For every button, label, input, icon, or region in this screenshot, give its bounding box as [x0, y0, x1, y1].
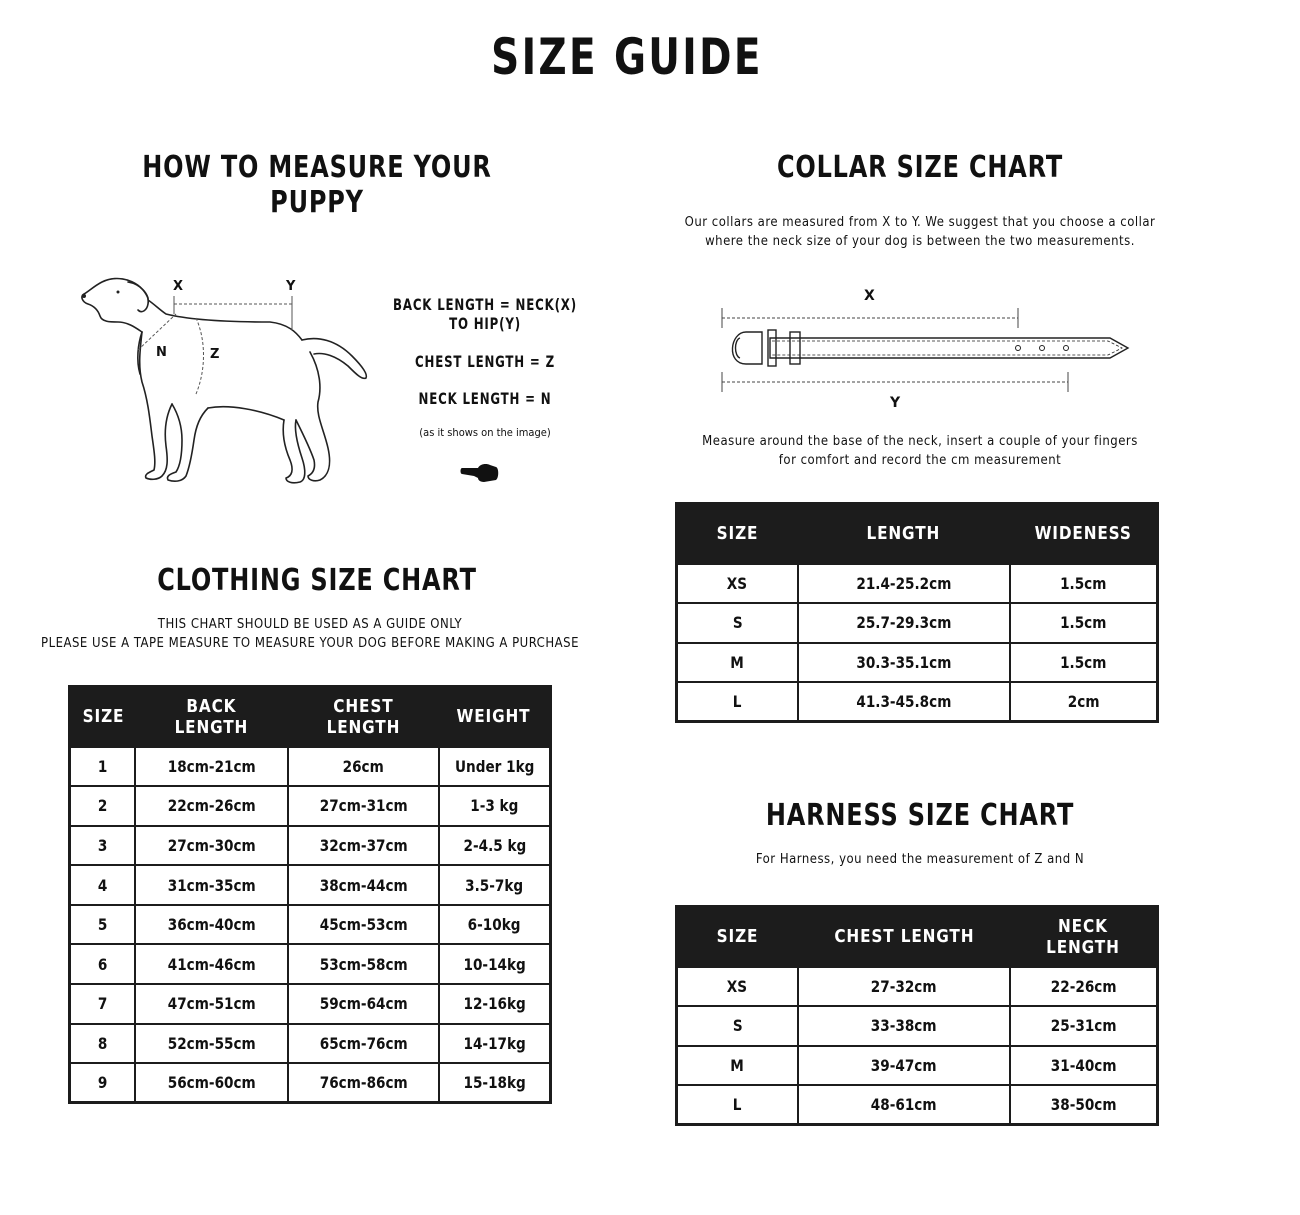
table-cell: 1.5cm [1010, 564, 1158, 604]
measure-heading: HOW TO MEASURE YOUR PUPPY [142, 150, 492, 220]
collar-intro [640, 213, 1200, 251]
table-cell: 25-31cm [1010, 1006, 1157, 1046]
collar-note [640, 432, 1200, 470]
table-cell: 38-50cm [1010, 1085, 1157, 1125]
table-cell: 4 [70, 865, 136, 905]
table-row [677, 643, 1158, 683]
table-row [70, 1063, 551, 1103]
table-cell: 1-3 kg [439, 786, 551, 826]
table-row [70, 826, 551, 866]
table-cell: 5 [70, 905, 136, 945]
table-cell: 7 [70, 984, 136, 1024]
collar-illustration [710, 282, 1140, 412]
label-y: Y [286, 279, 296, 294]
collar-header-size: SIZE [677, 504, 798, 564]
clothing-header-size: SIZE [70, 687, 136, 747]
table-cell: 26cm [288, 747, 439, 787]
table-cell: 22-26cm [1010, 967, 1157, 1007]
table-cell: 36cm-40cm [135, 905, 288, 945]
label-n: N [156, 345, 167, 360]
table-cell: 9 [70, 1063, 136, 1103]
harness-size-table [675, 905, 1159, 1126]
table-cell: 1 [70, 747, 136, 787]
table-cell: 15-18kg [439, 1063, 551, 1103]
table-row [677, 603, 1158, 643]
table-cell: 30.3-35.1cm [798, 643, 1010, 683]
clothing-note [40, 615, 580, 653]
table-row [677, 564, 1158, 604]
harness-header-size: SIZE [677, 907, 798, 967]
table-cell: L [677, 1085, 798, 1125]
table-cell: 33-38cm [798, 1006, 1011, 1046]
table-cell: 1.5cm [1010, 603, 1158, 643]
table-row [70, 1024, 551, 1064]
label-z: Z [210, 347, 220, 362]
collar-header-row [677, 504, 1158, 564]
page-title: SIZE GUIDE [491, 28, 763, 86]
table-cell: 31cm-35cm [135, 865, 288, 905]
harness-intro: For Harness, you need the measurement of Z and N [755, 852, 1085, 867]
harness-header-chest: CHEST LENGTH [798, 907, 1011, 967]
harness-header-neck: NECK LENGTH [1010, 907, 1157, 967]
dog-measure-illustration [70, 270, 380, 495]
table-cell: 45cm-53cm [288, 905, 439, 945]
table-row [677, 1046, 1158, 1086]
table-cell: XS [677, 967, 798, 1007]
label-x: X [173, 279, 184, 294]
clothing-note-line2: PLEASE USE A TAPE MEASURE TO MEASURE YOUR DOG BEFORE MAKING A PURCHASE [41, 636, 579, 651]
legend-note: (as it shows on the image) [419, 426, 551, 439]
legend-back [392, 295, 577, 333]
table-cell: 10-14kg [439, 944, 551, 984]
table-cell: 47cm-51cm [135, 984, 288, 1024]
legend-neck: NECK LENGTH = N [418, 389, 552, 408]
table-cell: 8 [70, 1024, 136, 1064]
table-row [70, 747, 551, 787]
table-row [677, 1006, 1158, 1046]
collar-note-line1: Measure around the base of the neck, insert a couple of your fingers [702, 434, 1138, 449]
table-cell: Under 1kg [439, 747, 551, 787]
collar-intro-line1: Our collars are measured from X to Y. We suggest that you choose a collar [684, 215, 1156, 230]
table-cell: 76cm-86cm [288, 1063, 439, 1103]
table-cell: 32cm-37cm [288, 826, 439, 866]
table-cell: 21.4-25.2cm [798, 564, 1010, 604]
table-cell: 6-10kg [439, 905, 551, 945]
collar-label-x: X [864, 288, 875, 304]
clothing-header-weight: WEIGHT [439, 687, 551, 747]
legend-back-line2: TO HIP(Y) [449, 314, 521, 333]
clothing-size-table [68, 685, 552, 1104]
table-cell: M [677, 643, 798, 683]
table-cell: 27-32cm [798, 967, 1011, 1007]
table-cell: 39-47cm [798, 1046, 1011, 1086]
table-cell: 2 [70, 786, 136, 826]
table-cell: 27cm-30cm [135, 826, 288, 866]
pointing-hand-icon [460, 460, 500, 484]
collar-header-wideness: WIDENESS [1010, 504, 1158, 564]
table-cell: 2-4.5 kg [439, 826, 551, 866]
table-cell: 52cm-55cm [135, 1024, 288, 1064]
table-cell: S [677, 603, 798, 643]
table-cell: XS [677, 564, 798, 604]
table-cell: 22cm-26cm [135, 786, 288, 826]
table-cell: 31-40cm [1010, 1046, 1157, 1086]
table-cell: 59cm-64cm [288, 984, 439, 1024]
table-cell: 18cm-21cm [135, 747, 288, 787]
table-cell: 14-17kg [439, 1024, 551, 1064]
table-cell: 48-61cm [798, 1085, 1011, 1125]
table-cell: 56cm-60cm [135, 1063, 288, 1103]
harness-heading: HARNESS SIZE CHART [765, 798, 1075, 833]
collar-heading: COLLAR SIZE CHART [776, 150, 1064, 185]
table-row [70, 944, 551, 984]
table-cell: 41.3-45.8cm [798, 682, 1010, 722]
table-cell: 65cm-76cm [288, 1024, 439, 1064]
table-row [677, 967, 1158, 1007]
table-cell: M [677, 1046, 798, 1086]
table-cell: 6 [70, 944, 136, 984]
table-cell: 25.7-29.3cm [798, 603, 1010, 643]
table-cell: 53cm-58cm [288, 944, 439, 984]
table-cell: 3.5-7kg [439, 865, 551, 905]
table-row [70, 786, 551, 826]
table-cell: 12-16kg [439, 984, 551, 1024]
collar-label-y: Y [890, 395, 901, 411]
table-row [677, 1085, 1158, 1125]
collar-size-table [675, 502, 1159, 723]
table-row [70, 984, 551, 1024]
clothing-header-chest: CHEST LENGTH [288, 687, 439, 747]
table-cell: 2cm [1010, 682, 1158, 722]
clothing-note-line1: THIS CHART SHOULD BE USED AS A GUIDE ONLY [157, 617, 463, 632]
collar-intro-line2: where the neck size of your dog is between the two measurements. [705, 234, 1135, 249]
clothing-header-back: BACK LENGTH [135, 687, 288, 747]
clothing-heading: CLOTHING SIZE CHART [157, 563, 477, 598]
collar-note-line2: for comfort and record the cm measurement [778, 453, 1062, 468]
legend-chest: CHEST LENGTH = Z [415, 352, 555, 371]
legend-back-line1: BACK LENGTH = NECK(X) [393, 295, 577, 314]
table-cell: 38cm-44cm [288, 865, 439, 905]
table-cell: 3 [70, 826, 136, 866]
table-cell: 41cm-46cm [135, 944, 288, 984]
harness-header-row [677, 907, 1158, 967]
table-cell: L [677, 682, 798, 722]
table-row [70, 865, 551, 905]
collar-header-length: LENGTH [798, 504, 1010, 564]
table-row [677, 682, 1158, 722]
table-cell: 1.5cm [1010, 643, 1158, 683]
table-cell: S [677, 1006, 798, 1046]
table-cell: 27cm-31cm [288, 786, 439, 826]
table-row [70, 905, 551, 945]
clothing-header-row [70, 687, 551, 747]
